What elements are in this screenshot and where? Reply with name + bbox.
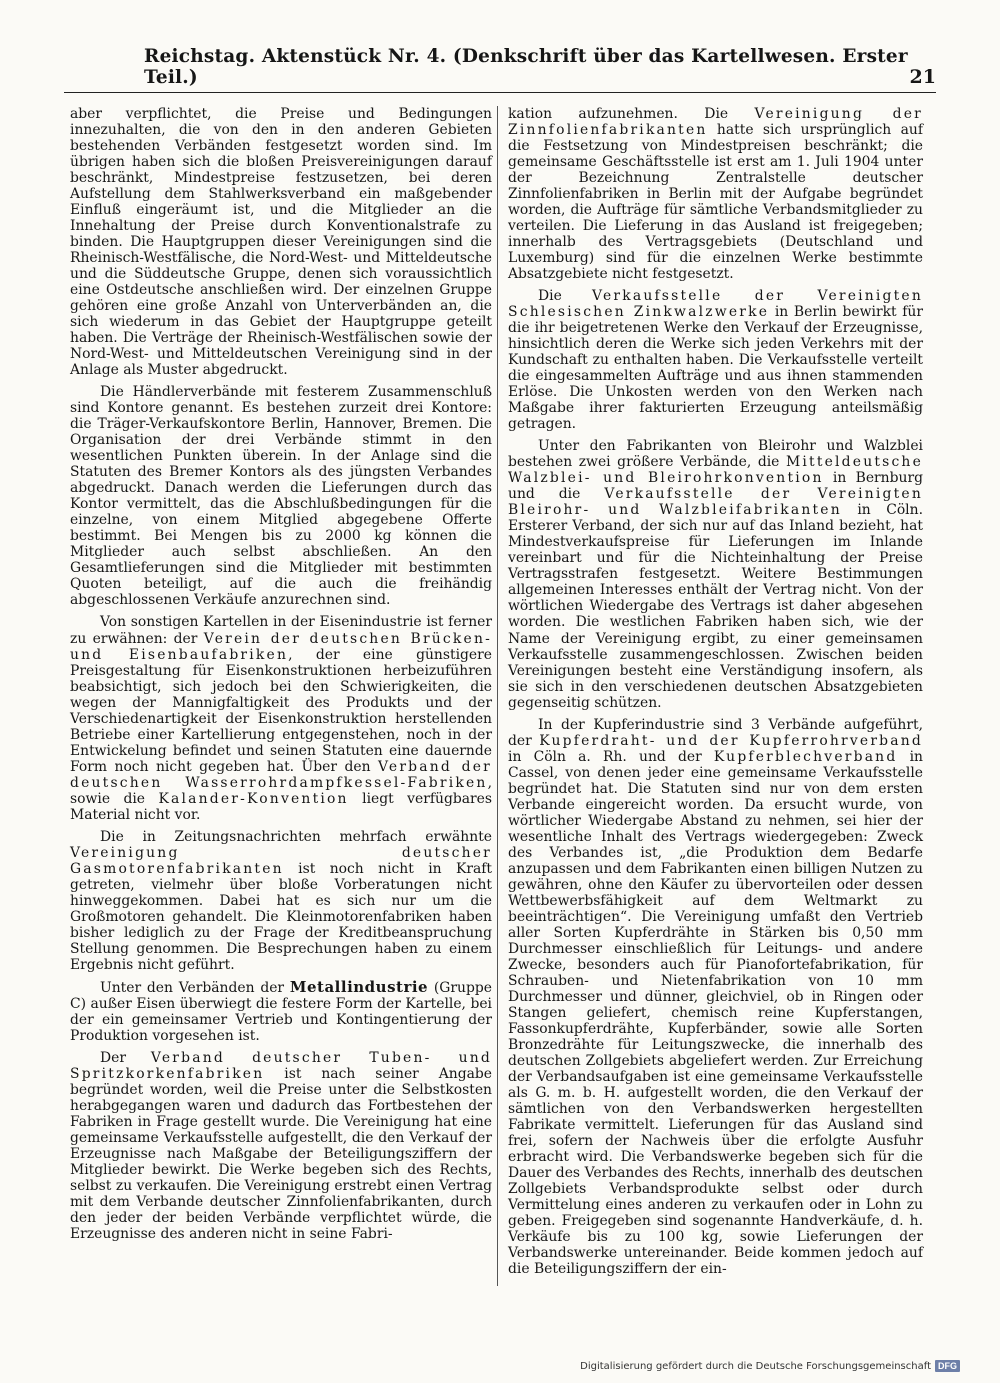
spaced-name: Kupferdraht- und der Kupferrohrverband: [539, 732, 923, 749]
paragraph: [70, 1050, 492, 1242]
spaced-name: Kalander-Konvention: [158, 790, 349, 807]
spaced-name: Verein der deutschen Brücken- und Eisenbaufabriken: [70, 630, 492, 663]
text-run: in Cassel, von denen jeder eine gemeinsame Verkaufsstelle begründet hat. Die Statuten sind nur von dem ersten Verbande eingereicht worden. Da ersucht wurde, von wörtlicher Wiedergabe Abstand zu nehmen, sei hier der wesentliche Inhalt des Vertrags wiedergegeben: Zweck des Verbandes ist, „die Produktion dem Bedarfe anzupassen und dem Fabrikanten einen billigen Nutzen zu gewähren, ohne den Käufer zu übervorteilen oder dessen Wettbewerbsfähigkeit auf dem Weltmarkt zu beeinträchtigen“. Die Vereinigung umfaßt den Vertrieb aller Sorten Kupferdrähte in Stärken bis 0,50 mm Durchmesser einschließlich für Leitungs- und andere Zwecke, besonders auch für Pianofortefabrikation, für Schrauben- und Nietenfabrikation von 10 mm Durchmesser und dünner, gleichviel, ob in Ringen oder Stangen geliefert, chemisch reine Kupferstangen, Fassonkupferdrähte, Kupferbänder, sowie alle Sorten Bronzedrähte für Leitungszwecke, die innerhalb des deutschen Zollgebiets abgeliefert werden. Zur Erreichung der Verbandsaufgaben ist eine gemeinsame Verkaufsstelle als G. m. b. H. aufgestellt worden, die den Verkauf der sämtlichen von den Verbandswerken hergestellten Fabrikate vermittelt. Lieferungen für das Ausland sind frei, sofern der Nachweis über die erfolgte Ausfuhr erbracht wird. Die Verbandswerke begeben sich für die Dauer des Verbandes des Rechts, innerhalb des deutschen Zollgebiets Verbandsprodukte selbst oder durch Vermittelung eines anderen zu verkaufen oder in Lohn zu geben. Freigegeben sind sogenannte Handverkäufe, d. h. Verkäufe bis zu 100 kg, sowie Lieferungen der Verbandswerke untereinander. Beide kommen jedoch auf die Beteiligungsziffern der ein-: [508, 748, 923, 1278]
paragraph: [70, 979, 492, 1044]
text-run: , sowie die: [70, 774, 492, 807]
text-run: Unter den Verbänden der: [100, 979, 290, 996]
left-column: [70, 106, 492, 1248]
text-run: hatte sich ursprünglich auf die Festsetzung von Mindestpreisen beschränkt; die gemeinsame Geschäftsstelle ist erst am 1. Juli 1904 unter der Bezeichnung Zentralstelle deutscher Zinnfolienfabriken in Berlin mit der Aufgabe begründet worden, die Aufträge für sämtliche Verbandsmitglieder zu verteilen. Die Lieferung in das Ausland ist freigegeben; innerhalb des Vertragsgebiets (Deutschland und Luxemburg) sind für die einzelnen Werke bestimmte Absatzgebiete nicht festgesetzt.: [508, 122, 923, 283]
footer: [580, 1360, 960, 1372]
footer-credit: Digitalisierung gefördert durch die Deutsche Forschungsgemeinschaft: [580, 1360, 931, 1372]
text-run: (Gruppe C) außer Eisen überwiegt die festere Form der Kartelle, bei der ein gemeinsamer Vertrieb und Kontingentierung der Produktion vorgesehen ist.: [70, 979, 492, 1044]
paragraph: Die Händlerverbände mit festerem Zusammenschluß sind Kontore genannt. Es bestehen zurzeit drei Kontore: die Träger-Verkaufskontore Berlin, Hannover, Bremen. Die Organisation der drei Verbände stimmt in den wesentlichen Punkten überein. In der Anlage sind die Statuten des Bremer Kontors als des jüngsten Verbandes abgedruckt. Danach werden die Lieferungen durch das Kontor vermittelt, das die Abschlußbedingungen für die einzelne, von einem Mitglied abgegebene Offerte bestimmt. Bei Mengen bis zu 2000 kg können die Mitglieder auch selbst abschließen. An den Gesamtlieferungen sind die Mitglieder mit bestimmten Quoten beteiligt, auf die auch die freihändig abgeschlossenen Verkäufe anzurechnen sind.: [70, 384, 492, 609]
paragraph: [508, 288, 923, 432]
text-run: in Cöln a. Rh. und der: [508, 748, 714, 765]
spaced-name: Verband deutscher Tuben- und Spritzkorkenfabriken: [70, 1049, 492, 1082]
running-title: Reichstag. Aktenstück Nr. 4. (Denkschrift über das Kartellwesen. Erster Teil.): [144, 46, 908, 88]
paragraph: [70, 829, 492, 973]
text-run: ist nach seiner Angabe begründet worden, weil die Preise unter die Selbstkosten herabgegangen waren und dadurch das Fortbestehen der Fabriken in Frage gestellt wurde. Die Vereinigung hat eine gemeinsame Verkaufsstelle aufgestellt, die den Verkauf der Erzeugnisse nach Maßgabe der Beteiligungsziffern der Mitglieder bewirkt. Die Werke begeben sich des Rechts, selbst zu verkaufen. Die Vereinigung erstrebt einen Vertrag mit dem Verbande deutscher Zinnfolienfabrikanten, durch den jeder der beiden Verbände verpflichtet würde, die Erzeugnisse des anderen nicht in seine Fabri-: [70, 1065, 492, 1243]
spaced-name: Verkaufsstelle der Vereinigten Bleirohr- und Walzbleifabrikanten: [508, 486, 923, 519]
text-run: , der eine günstigere Preisgestaltung für Eisenkonstruktionen herbeizuführen beabsichtigt, sich jedoch bei den Schwierigkeiten, die wegen der Mannigfaltigkeit des Produkts und der Verschiedenartigkeit der Eisenkonstruktion herstellenden Betriebe einer Kartellierung entgegenstehen, noch in der Entwickelung befindet und seinen Statuten eine dauernde Form noch nicht gegeben hat. Über den: [70, 646, 492, 775]
spaced-name: Verband der deutschen Wasserrohrdampfkessel-Fabriken: [70, 758, 492, 791]
spaced-name: Kupferblechverband: [713, 748, 898, 765]
text-run: kation aufzunehmen. Die: [508, 106, 755, 122]
spaced-name: Vereinigung der Zinnfolienfabrikanten: [508, 106, 923, 139]
text-run: Unter den Fabrikanten von Bleirohr und Walzblei bestehen zwei größere Verbände, die: [508, 438, 923, 471]
paragraph: [508, 717, 923, 1278]
spaced-name: Verkaufsstelle der Vereinigten Schlesischen Zinkwalzwerke: [508, 288, 923, 321]
page-number: 21: [909, 66, 936, 88]
text-run: Die in Zeitungsnachrichten mehrfach erwähnte: [100, 828, 492, 845]
text-run: In der Kupferindustrie sind 3 Verbände aufgeführt, der: [508, 716, 923, 749]
spaced-name: Mitteldeutsche Walzblei- und Bleirohrkonvention: [508, 454, 923, 487]
paragraph: [508, 106, 923, 282]
paragraph: aber verpflichtet, die Preise und Bedingungen innezuhalten, die von den in den anderen Gebieten bestehenden Verbänden festgesetzt worden sind. Im übrigen haben sich die bloßen Preisvereinigungen darauf beschränkt, Mindestpreise festzusetzen, bei deren Aufstellung dem Stahlwerksverband ein maßgebender Einfluß eingeräumt ist, und die Mitglieder an die Innehaltung der Preise durch Konventionalstrafe zu binden. Die Hauptgruppen dieser Vereinigungen sind die Rheinisch-Westfälische, die Nord-West- und Mitteldeutsche und die Süddeutsche Gruppe, denen sich voraussichtlich eine Ostdeutsche anschließen wird. Der einzelnen Gruppe gehören eine große Anzahl von Unterverbänden an, die sich wiederum in das Gebiet der Hauptgruppe geteilt haben. Die Verträge der Rheinisch-Westfälischen sowie der Nord-West- und Mitteldeutschen Vereinigung sind in der Anlage als Muster abgedruckt.: [70, 106, 492, 379]
text-run: Der: [100, 1049, 151, 1066]
heavy-term: Metallindustrie: [289, 977, 429, 996]
text-run: ist noch nicht in Kraft getreten, vielmehr über bloße Vorberatungen nicht hinweggekommen. Dabei hat es sich nur um die Großmotoren gehandelt. Die Kleinmotorenfabriken haben bisher lediglich zu der Frage der Kreditbeanspruchung Stellung genommen. Die Besprechungen haben zu einem Ergebnis nicht geführt.: [70, 860, 492, 973]
paragraph: [70, 614, 492, 822]
text-run: liegt verfügbares Material nicht vor.: [70, 790, 493, 823]
column-divider: [497, 106, 498, 1286]
text-run: in Berlin bewirkt für die ihr beigetretenen Werke den Verkauf der Erzeugnisse, hinsichtlich deren die Werke sich jeden Verkehrs mit der Kundschaft zu enthalten haben. Die Verkaufsstelle verteilt die eingesammelten Aufträge und aus ihnen stammenden Erlöse. Die Unkosten werden von den Werken nach Maßgabe ihrer fakturierten Erzeugung anteilsmäßig getragen.: [508, 304, 924, 433]
page-header: [64, 46, 936, 93]
spaced-name: Vereinigung deutscher Gasmotorenfabrikanten: [70, 844, 492, 877]
text-run: in Cöln. Ersterer Verband, der sich nur auf das Inland bezieht, hat Mindestverkaufspreise für Lieferungen im Inlande vereinbart und für die Nichteinhaltung der Preise Vertragsstrafen festgesetzt. Weitere Bestimmungen allgemeinen Interesses enthält der Vertrag nicht. Von der wörtlichen Wiedergabe des Vertrags ist daher abgesehen worden. Die westlichen Fabriken haben sich, wie der Name der Vereinigung ergibt, zu einer gemeinsamen Verkaufsstelle zusammengeschlossen. Zwischen beiden Vereinigungen besteht eine Verständigung insofern, als sie sich in den verschiedenen deutschen Absatzgebieten gegenseitig schützen.: [508, 502, 923, 711]
text-run: Von sonstigen Kartellen in der Eisenindustrie ist ferner zu erwähnen: der: [70, 614, 492, 647]
paragraph: [508, 438, 923, 710]
right-column: [508, 106, 923, 1283]
text-run: in Bernburg und die: [508, 470, 923, 503]
text-run: Die: [538, 288, 592, 305]
dfg-logo-icon: DFG: [935, 1360, 960, 1372]
